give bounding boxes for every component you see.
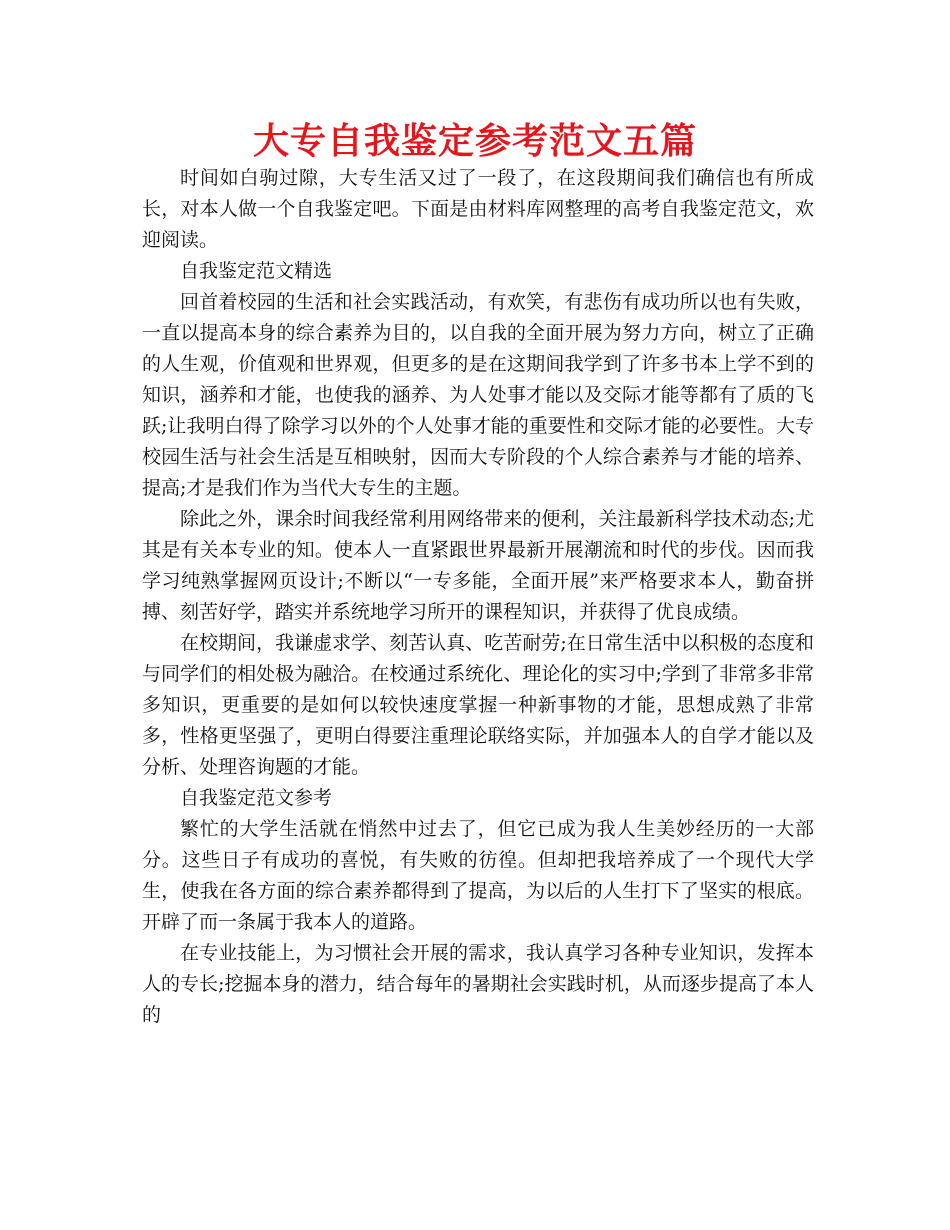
section-heading-selected: 自我鉴定范文精选 bbox=[180, 260, 333, 282]
document-body bbox=[142, 163, 814, 1031]
document-title: 大专自我鉴定参考范文五篇 bbox=[252, 121, 697, 162]
paragraph: 在校期间，我谦虚求学、刻苦认真、吃苦耐劳;在日常生活中以积极的态度和与同学们的相处极为融洽。在校通过系统化、理论化的实习中;学到了非常多非常多知识，更重要的是如何以较快速度掌握一种新事物的才能，思想成熟了非常多，性格更坚强了，更明白得要注重理论联络实际，并加强本人的自学才能以及分析、处理咨询题的才能。 bbox=[142, 632, 814, 778]
paragraph: 回首着校园的生活和社会实践活动，有欢笑，有悲伤有成功所以也有失败，一直以提高本身的综合素养为目的，以自我的全面开展为努力方向，树立了正确的人生观，价值观和世界观，但更多的是在这期间我学到了许多书本上学不到的知识，涵养和才能，也使我的涵养、为人处事才能以及交际才能等都有了质的飞跃;让我明白得了除学习以外的个人处事才能的重要性和交际才能的必要性。大专校园生活与社会生活是互相映射，因而大专阶段的个人综合素养与才能的培养、提高;才是我们作为当代大专生的主题。 bbox=[142, 291, 814, 499]
section-heading-reference: 自我鉴定范文参考 bbox=[180, 787, 333, 809]
paragraph: 在专业技能上，为习惯社会开展的需求，我认真学习各种专业知识，发挥本人的专长;挖掘本身的潜力，结合每年的暑期社会实践时机，从而逐步提高了本人的 bbox=[142, 942, 814, 1026]
paragraph: 除此之外，课余时间我经常利用网络带来的便利，关注最新科学技术动态;尤其是有关本专业的知。使本人一直紧跟世界最新开展潮流和时代的步伐。因而我学习纯熟掌握网页设计;不断以“一专多能，全面开展”来严格要求本人，勤奋拼搏、刻苦好学，踏实并系统地学习所开的课程知识，并获得了优良成绩。 bbox=[142, 508, 814, 623]
paragraph-intro: 时间如白驹过隙，大专生活又过了一段了，在这段期间我们确信也有所成长，对本人做一个自我鉴定吧。下面是由材料库网整理的高考自我鉴定范文，欢迎阅读。 bbox=[142, 167, 814, 251]
paragraph: 繁忙的大学生活就在悄然中过去了，但它已成为我人生美妙经历的一大部分。这些日子有成功的喜悦，有失败的彷徨。但却把我培养成了一个现代大学生，使我在各方面的综合素养都得到了提高，为以后的人生打下了坚实的根底。开辟了而一条属于我本人的道路。 bbox=[142, 818, 814, 933]
